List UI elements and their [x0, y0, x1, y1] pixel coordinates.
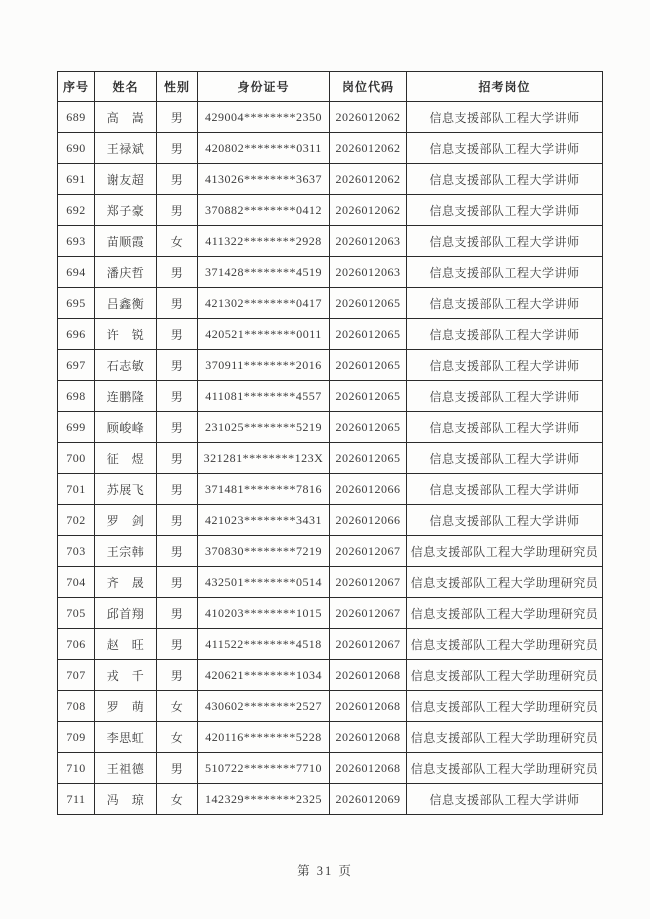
- cell-position-title: 信息支援部队工程大学讲师: [407, 474, 603, 505]
- cell-name: 罗 剑: [95, 505, 157, 536]
- cell-serial-number: 710: [58, 753, 95, 784]
- cell-position-code: 2026012067: [330, 598, 407, 629]
- cell-gender: 男: [157, 753, 198, 784]
- cell-position-title: 信息支援部队工程大学讲师: [407, 443, 603, 474]
- cell-position-code: 2026012066: [330, 474, 407, 505]
- table-row: [58, 133, 603, 164]
- cell-gender: 男: [157, 102, 198, 133]
- cell-serial-number: 695: [58, 288, 95, 319]
- cell-name: 苗顺霞: [95, 226, 157, 257]
- cell-position-title: 信息支援部队工程大学讲师: [407, 350, 603, 381]
- cell-position-title: 信息支援部队工程大学助理研究员: [407, 660, 603, 691]
- cell-gender: 女: [157, 691, 198, 722]
- cell-name: 冯 琼: [95, 784, 157, 815]
- table-row: [58, 381, 603, 412]
- cell-serial-number: 709: [58, 722, 95, 753]
- cell-id-number: 429004********2350: [198, 102, 330, 133]
- cell-position-code: 2026012062: [330, 133, 407, 164]
- cell-gender: 男: [157, 629, 198, 660]
- page-number: 第 31 页: [297, 864, 353, 878]
- cell-position-title: 信息支援部队工程大学讲师: [407, 319, 603, 350]
- cell-serial-number: 689: [58, 102, 95, 133]
- cell-name: 许 锐: [95, 319, 157, 350]
- cell-gender: 男: [157, 319, 198, 350]
- cell-serial-number: 694: [58, 257, 95, 288]
- cell-name: 郑子豪: [95, 195, 157, 226]
- cell-serial-number: 704: [58, 567, 95, 598]
- cell-id-number: 410203********1015: [198, 598, 330, 629]
- cell-position-title: 信息支援部队工程大学讲师: [407, 257, 603, 288]
- table-row: [58, 660, 603, 691]
- cell-gender: 男: [157, 505, 198, 536]
- cell-gender: 女: [157, 226, 198, 257]
- cell-serial-number: 698: [58, 381, 95, 412]
- cell-serial-number: 708: [58, 691, 95, 722]
- cell-id-number: 420116********5228: [198, 722, 330, 753]
- cell-gender: 男: [157, 195, 198, 226]
- cell-position-code: 2026012067: [330, 629, 407, 660]
- column-header: 岗位代码: [330, 72, 407, 102]
- cell-id-number: 420802********0311: [198, 133, 330, 164]
- cell-position-title: 信息支援部队工程大学讲师: [407, 412, 603, 443]
- table-row: [58, 195, 603, 226]
- cell-id-number: 420521********0011: [198, 319, 330, 350]
- cell-serial-number: 696: [58, 319, 95, 350]
- table-row: [58, 753, 603, 784]
- cell-serial-number: 693: [58, 226, 95, 257]
- table-row: [58, 505, 603, 536]
- cell-position-code: 2026012065: [330, 443, 407, 474]
- cell-serial-number: 703: [58, 536, 95, 567]
- cell-position-title: 信息支援部队工程大学助理研究员: [407, 567, 603, 598]
- cell-position-code: 2026012068: [330, 722, 407, 753]
- cell-gender: 男: [157, 567, 198, 598]
- cell-position-title: 信息支援部队工程大学讲师: [407, 102, 603, 133]
- cell-name: 潘庆哲: [95, 257, 157, 288]
- cell-position-title: 信息支援部队工程大学助理研究员: [407, 536, 603, 567]
- table-row: [58, 443, 603, 474]
- cell-name: 王祖德: [95, 753, 157, 784]
- cell-name: 吕鑫衡: [95, 288, 157, 319]
- cell-serial-number: 700: [58, 443, 95, 474]
- cell-position-code: 2026012062: [330, 164, 407, 195]
- cell-name: 苏展飞: [95, 474, 157, 505]
- cell-serial-number: 706: [58, 629, 95, 660]
- cell-position-code: 2026012062: [330, 195, 407, 226]
- cell-gender: 男: [157, 536, 198, 567]
- cell-gender: 男: [157, 598, 198, 629]
- cell-id-number: 370911********2016: [198, 350, 330, 381]
- column-header: 招考岗位: [407, 72, 603, 102]
- cell-gender: 男: [157, 660, 198, 691]
- cell-serial-number: 699: [58, 412, 95, 443]
- cell-id-number: 411522********4518: [198, 629, 330, 660]
- cell-name: 高 嵩: [95, 102, 157, 133]
- table-row: [58, 567, 603, 598]
- table-row: [58, 226, 603, 257]
- cell-name: 王禄斌: [95, 133, 157, 164]
- cell-position-code: 2026012063: [330, 257, 407, 288]
- cell-name: 石志敏: [95, 350, 157, 381]
- cell-position-title: 信息支援部队工程大学助理研究员: [407, 629, 603, 660]
- cell-name: 邱首翔: [95, 598, 157, 629]
- cell-name: 谢友超: [95, 164, 157, 195]
- table-row: [58, 691, 603, 722]
- cell-id-number: 430602********2527: [198, 691, 330, 722]
- cell-name: 李思虹: [95, 722, 157, 753]
- cell-position-title: 信息支援部队工程大学讲师: [407, 164, 603, 195]
- cell-id-number: 421302********0417: [198, 288, 330, 319]
- cell-gender: 男: [157, 412, 198, 443]
- cell-position-code: 2026012067: [330, 567, 407, 598]
- header-row: [58, 72, 603, 102]
- cell-position-title: 信息支援部队工程大学助理研究员: [407, 722, 603, 753]
- table-row: [58, 102, 603, 133]
- cell-id-number: 370882********0412: [198, 195, 330, 226]
- cell-id-number: 371428********4519: [198, 257, 330, 288]
- cell-position-code: 2026012067: [330, 536, 407, 567]
- table-row: [58, 288, 603, 319]
- cell-name: 征 煜: [95, 443, 157, 474]
- cell-serial-number: 701: [58, 474, 95, 505]
- cell-name: 戎 千: [95, 660, 157, 691]
- cell-id-number: 510722********7710: [198, 753, 330, 784]
- table-row: [58, 257, 603, 288]
- cell-position-code: 2026012062: [330, 102, 407, 133]
- column-header: 身份证号: [198, 72, 330, 102]
- cell-name: 连鹏隆: [95, 381, 157, 412]
- cell-position-title: 信息支援部队工程大学讲师: [407, 226, 603, 257]
- cell-position-code: 2026012065: [330, 319, 407, 350]
- cell-position-code: 2026012065: [330, 381, 407, 412]
- table-row: [58, 629, 603, 660]
- cell-serial-number: 705: [58, 598, 95, 629]
- table-row: [58, 350, 603, 381]
- cell-position-title: 信息支援部队工程大学讲师: [407, 288, 603, 319]
- table-row: [58, 536, 603, 567]
- table-row: [58, 164, 603, 195]
- cell-position-title: 信息支援部队工程大学讲师: [407, 133, 603, 164]
- cell-position-code: 2026012063: [330, 226, 407, 257]
- cell-gender: 女: [157, 784, 198, 815]
- cell-id-number: 421023********3431: [198, 505, 330, 536]
- cell-position-title: 信息支援部队工程大学讲师: [407, 195, 603, 226]
- cell-id-number: 321281********123X: [198, 443, 330, 474]
- cell-position-code: 2026012068: [330, 753, 407, 784]
- cell-position-title: 信息支援部队工程大学助理研究员: [407, 598, 603, 629]
- table-row: [58, 474, 603, 505]
- cell-position-title: 信息支援部队工程大学讲师: [407, 381, 603, 412]
- cell-id-number: 413026********3637: [198, 164, 330, 195]
- cell-id-number: 411322********2928: [198, 226, 330, 257]
- cell-position-code: 2026012065: [330, 412, 407, 443]
- column-header: 序号: [58, 72, 95, 102]
- cell-serial-number: 692: [58, 195, 95, 226]
- applicant-roster-table: [57, 71, 603, 815]
- cell-position-code: 2026012065: [330, 288, 407, 319]
- cell-position-title: 信息支援部队工程大学讲师: [407, 784, 603, 815]
- table-row: [58, 784, 603, 815]
- cell-name: 王宗韩: [95, 536, 157, 567]
- cell-position-title: 信息支援部队工程大学助理研究员: [407, 753, 603, 784]
- cell-name: 赵 旺: [95, 629, 157, 660]
- cell-name: 罗 萌: [95, 691, 157, 722]
- cell-serial-number: 702: [58, 505, 95, 536]
- cell-serial-number: 691: [58, 164, 95, 195]
- cell-position-code: 2026012066: [330, 505, 407, 536]
- cell-serial-number: 711: [58, 784, 95, 815]
- cell-name: 顾峻峰: [95, 412, 157, 443]
- cell-position-code: 2026012068: [330, 691, 407, 722]
- table-row: [58, 722, 603, 753]
- cell-gender: 男: [157, 443, 198, 474]
- cell-id-number: 370830********7219: [198, 536, 330, 567]
- cell-gender: 男: [157, 474, 198, 505]
- cell-id-number: 411081********4557: [198, 381, 330, 412]
- cell-serial-number: 707: [58, 660, 95, 691]
- cell-gender: 男: [157, 164, 198, 195]
- cell-id-number: 432501********0514: [198, 567, 330, 598]
- cell-id-number: 420621********1034: [198, 660, 330, 691]
- cell-gender: 男: [157, 288, 198, 319]
- cell-id-number: 231025********5219: [198, 412, 330, 443]
- cell-position-code: 2026012069: [330, 784, 407, 815]
- cell-position-title: 信息支援部队工程大学助理研究员: [407, 691, 603, 722]
- cell-gender: 女: [157, 722, 198, 753]
- cell-position-code: 2026012068: [330, 660, 407, 691]
- cell-gender: 男: [157, 350, 198, 381]
- table-body: [58, 102, 603, 815]
- table-row: [58, 598, 603, 629]
- cell-serial-number: 697: [58, 350, 95, 381]
- table-row: [58, 412, 603, 443]
- cell-id-number: 142329********2325: [198, 784, 330, 815]
- cell-gender: 男: [157, 257, 198, 288]
- cell-id-number: 371481********7816: [198, 474, 330, 505]
- cell-position-code: 2026012065: [330, 350, 407, 381]
- table-row: [58, 319, 603, 350]
- column-header: 性别: [157, 72, 198, 102]
- column-header: 姓名: [95, 72, 157, 102]
- cell-name: 齐 晟: [95, 567, 157, 598]
- cell-gender: 男: [157, 133, 198, 164]
- cell-gender: 男: [157, 381, 198, 412]
- cell-serial-number: 690: [58, 133, 95, 164]
- cell-position-title: 信息支援部队工程大学讲师: [407, 505, 603, 536]
